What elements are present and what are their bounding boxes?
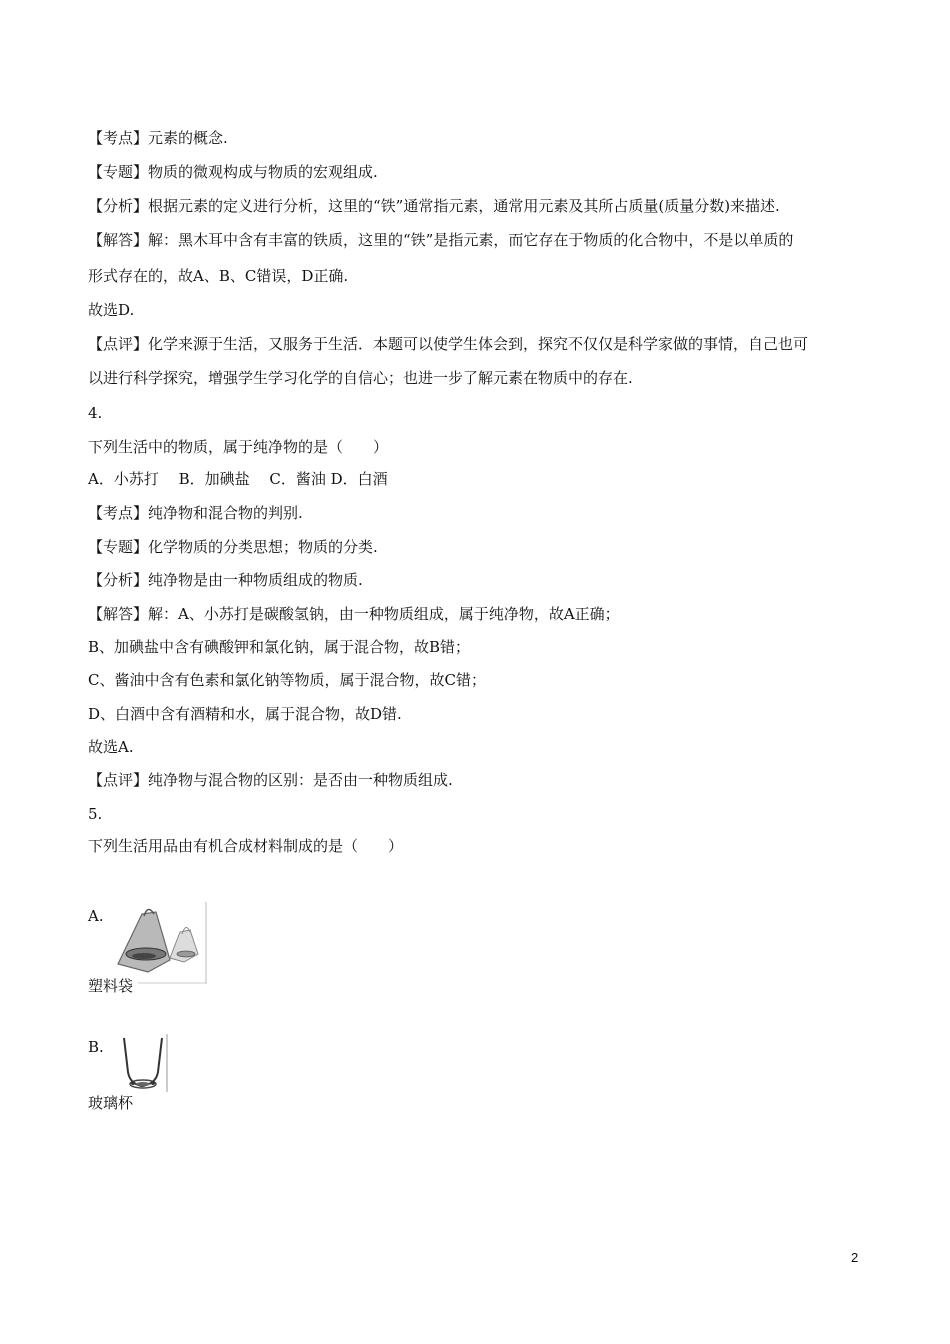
text-line: 【考点】纯净物和混合物的判别. xyxy=(88,504,303,522)
text-line: D、白酒中含有酒精和水，属于混合物，故D错. xyxy=(88,705,402,723)
text-line: 【考点】元素的概念. xyxy=(88,129,228,147)
question-number: 4. xyxy=(88,404,103,422)
page-number: 2 xyxy=(851,1250,859,1265)
glass-cup-image xyxy=(118,1034,170,1094)
option-letter: B. xyxy=(88,1038,104,1056)
question-options: A．小苏打 B．加碘盐 C．酱油 D．白酒 xyxy=(88,470,388,488)
text-line: 形式存在的，故A、B、C错误，D正确. xyxy=(88,267,349,285)
text-line: 【专题】物质的微观构成与物质的宏观组成. xyxy=(88,163,378,181)
text-line: 故选D. xyxy=(88,301,135,319)
question-number: 5. xyxy=(88,805,103,823)
text-line: 【解答】解：黑木耳中含有丰富的铁质，这里的“铁”是指元素，而它存在于物质的化合物中，不是以单质的 xyxy=(88,231,794,249)
text-line: 【分析】根据元素的定义进行分析，这里的“铁”通常指元素，通常用元素及其所占质量(质量分数)来描述. xyxy=(88,197,780,215)
option-letter: A. xyxy=(88,907,104,925)
option-caption: 玻璃杯 xyxy=(88,1094,134,1112)
text-line: 【解答】解：A、小苏打是碳酸氢钠，由一种物质组成，属于纯净物，故A正确； xyxy=(88,605,620,623)
plastic-bag-image xyxy=(108,902,208,984)
text-line: 【分析】纯净物是由一种物质组成的物质. xyxy=(88,571,363,589)
text-line: B、加碘盐中含有碘酸钾和氯化钠，属于混合物，故B错； xyxy=(88,638,471,656)
question-stem: 下列生活用品由有机合成材料制成的是（ ） xyxy=(88,837,404,855)
text-line: C、酱油中含有色素和氯化钠等物质，属于混合物，故C错； xyxy=(88,671,486,689)
text-line: 以进行科学探究，增强学生学习化学的自信心；也进一步了解元素在物质中的存在. xyxy=(88,369,633,387)
text-line: 故选A. xyxy=(88,738,134,756)
option-caption: 塑料袋 xyxy=(88,977,134,995)
text-line: 【专题】化学物质的分类思想；物质的分类. xyxy=(88,538,378,556)
text-line: 【点评】化学来源于生活，又服务于生活．本题可以使学生体会到，探究不仅仅是科学家做的事情，自己也可 xyxy=(88,335,809,353)
text-line: 【点评】纯净物与混合物的区别：是否由一种物质组成. xyxy=(88,771,453,789)
question-stem: 下列生活中的物质，属于纯净物的是（ ） xyxy=(88,438,389,456)
